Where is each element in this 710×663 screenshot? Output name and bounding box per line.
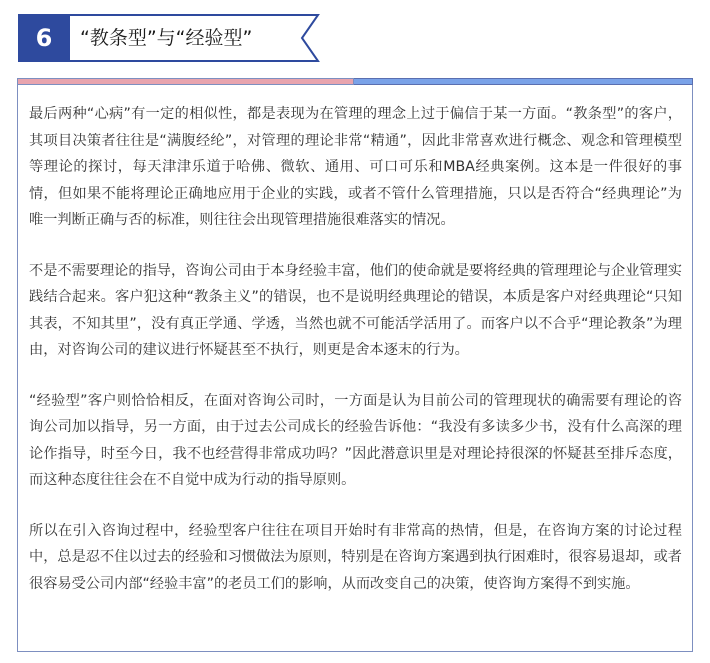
section-title: “教条型”与“经验型”: [80, 27, 253, 49]
divider-blue-segment: [354, 78, 693, 85]
paragraph-2: 不是不需要理论的指导，咨询公司由于本身经验丰富，他们的使命就是要将经典的管理理论与企业管理实践结合起来。客户犯这种“教条主义”的错误，也不是说明经典理论的错误，本质是客户对经典理论“只知其表，不知其里”，没有真正学通、学透，当然也就不可能活学活用了。而客户以不合乎“理论教条”为理由，对咨询公司的建议进行怀疑甚至不执行，则更是舍本逐末的行为。: [29, 262, 682, 358]
header-divider: [17, 78, 693, 85]
section-header: [18, 14, 320, 62]
section-number: 6: [35, 24, 53, 52]
paragraph-1: 最后两种“心病”有一定的相似性，都是表现为在管理的理念上过于偏信于某一方面。“教条型”的客户，其项目决策者往往是“满腹经纶”，对管理的理论非常“精通”，因此非常喜欢进行概念、观念和管理模型等理论的探讨，每天津津乐道于哈佛、微软、通用、可口可乐和MBA经典案例。这本是一件很好的事情，但如果不能将理论正确地应用于企业的实践，或者不管什么管理措施，只以是否符合“经典理论”为唯一判断正确与否的标准，则往往会出现管理措施很难落实的情况。: [29, 106, 682, 228]
paragraph-4: 所以在引入咨询过程中，经验型客户往往在项目开始时有非常高的热情，但是，在咨询方案的讨论过程中，总是忍不住以过去的经验和习惯做法为原则，特别是在咨询方案遇到执行困难时，很容易退却，或者很容易受公司内部“经验丰富”的老员工们的影响，从而改变自己的决策，使咨询方案得不到实施。: [29, 522, 682, 592]
divider-pink-segment: [17, 78, 354, 85]
content-box: [17, 85, 693, 652]
paragraph-3: “经验型”客户则恰恰相反，在面对咨询公司时，一方面是认为目前公司的管理现状的确需要有理论的咨询公司加以指导，另一方面，由于过去公司成长的经验告诉他：“我没有多读多少书，没有什么高深的理论作指导，时至今日，我不也经营得非常成功吗？”因此潜意识里是对理论持很深的怀疑甚至排斥态度，而这种态度往往会在不自觉中成为行动的指导原则。: [29, 392, 682, 488]
